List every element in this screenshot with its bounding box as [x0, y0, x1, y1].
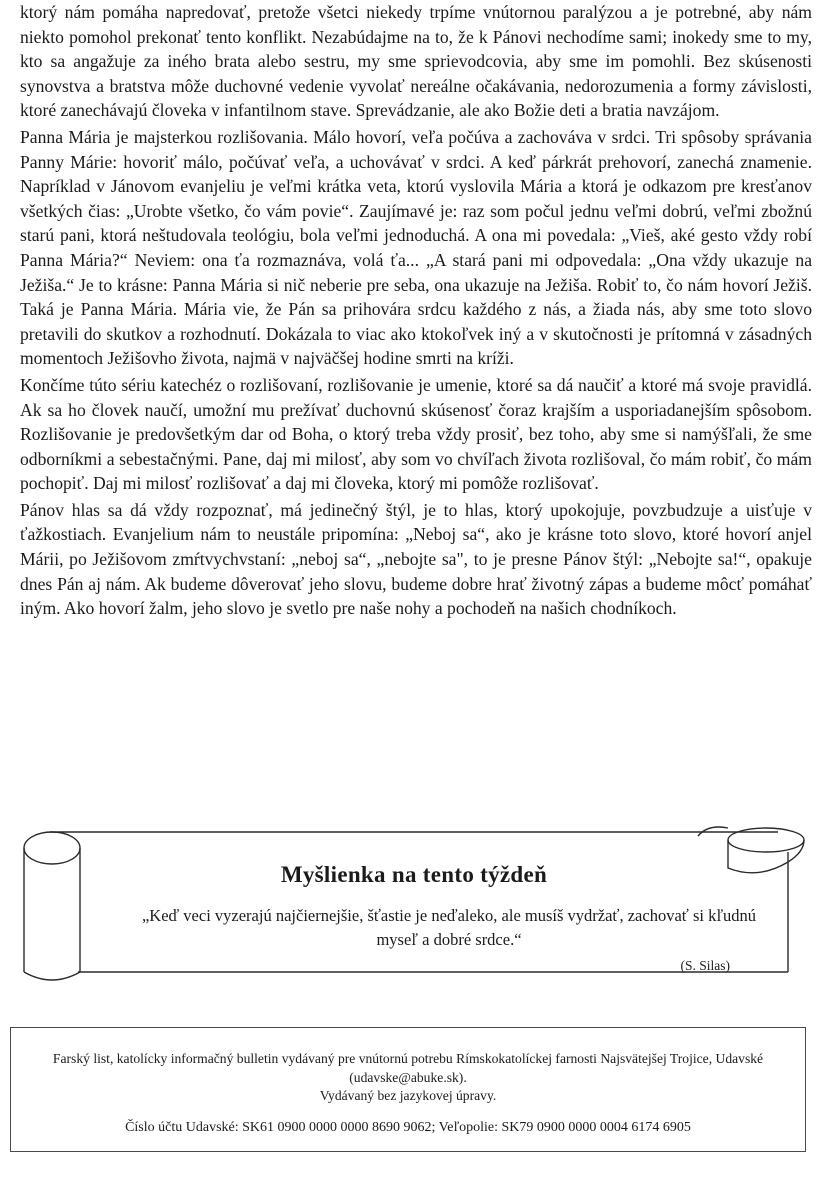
footer-box — [10, 1027, 806, 1152]
article-body — [20, 0, 812, 621]
article-paragraph: Panna Mária je majsterkou rozlišovania. Málo hovorí, veľa počúva a zachováva v srdci. Tri spôsoby správania Panny Márie: hovoriť málo, počúvať veľa, a uchovávať v srdci. A keď párkrát prehovorí, zanechá znamenie. Napríklad v Jánovom evanjeliu je veľmi krátka veta, ktorú vyslovila Mária a ktorá je odkazom pre kresťanov všetkých čias: „Urobte všetko, čo vám povie“. Zaujímavé je: raz som počul jednu veľmi dobrú, veľmi zbožnú starú pani, ktorá neštudovala teológiu, bola veľmi jednoduchá. A ona mi povedala: „Vieš, aké gesto vždy robí Panna Mária?“ Neviem: ona ťa rozmaznáva, volá ťa... „A stará pani mi odpovedala: „Ona vždy ukazuje na Ježiša.“ Je to krásne: Panna Mária si nič neberie pre seba, ona ukazuje na Ježiša. Robiť to, čo nám hovorí Ježiš. Taká je Panna Mária. Mária vie, že Pán sa prihovára srdcu každého z nás, a žiada nás, aby sme toto slovo pretavili do skutkov a rozhodnutí. Dokázala to viac ako ktokoľvek iný a v skutočnosti je prítomná v zásadných momentoch Ježišovho života, najmä v najväčšej hodine smrti na kríži. — [20, 126, 812, 369]
footer-publisher-info — [11, 1050, 805, 1106]
article-paragraph: Končíme túto sériu katechéz o rozlišovaní, rozlišovanie je umenie, ktoré sa dá naučiť a ktoré má svoje pravidlá. Ak sa ho človek naučí, umožní mu prežívať duchovnú skúsenosť čoraz krajším a usporiadanejším spôsobom. Rozlišovanie je predovšetkým dar od Boha, o ktorý treba vždy prosiť, bez toho, aby sme si namýšľali, že sme odborníkmi a sebestačnými. Pane, daj mi milosť, aby som vo chvíľach života rozlišoval, čo mám robiť, čo mám pochopiť. Daj mi milosť rozlišovať a daj mi človeka, ktorý mi pomôže rozlišovať. — [20, 374, 812, 494]
quote-scroll-box — [18, 822, 810, 990]
quote-title: Myšlienka na tento týždeň — [280, 862, 548, 887]
account-velopolie: ; Veľopolie: SK79 0900 0000 0004 6174 6905 — [432, 1120, 691, 1135]
quote-text: „Keď veci vyzerajú najčiernejšie, šťastie je neďaleko, ale musíš vydržať, zachovať si kľudnú myseľ a dobré srdce.“ — [141, 906, 757, 949]
quote-author: (S. Silas) — [680, 958, 730, 973]
article-paragraph: Pánov hlas sa dá vždy rozpoznať, má jedinečný štýl, je to hlas, ktorý upokojuje, povzbudzuje a uisťuje v ťažkostiach. Evanjelium nám to neustále pripomína: „Neboj sa“, ako je krásne toto slovo, ktoré hovorí anjel Márii, po Ježišovom zmŕtvychvstaní: „neboj sa“, „nebojte sa", to je presne Pánov štýl: „Nebojte sa!“, opakuje dnes Pán aj nám. Ak budeme dôverovať jeho slovu, budeme dobre hrať životný zápas a budeme môcť pomáhať iným. Ako hovorí žalm, jeho slovo je svetlo pre naše nohy a pochodeň na našich chodníkoch. — [20, 499, 812, 619]
footer-line: Vydávaný bez jazykovej úpravy. — [319, 1088, 497, 1103]
footer-line: Farský list, katolícky informačný bulletin vydávaný pre vnútornú potrebu Rímskokatolíckej farnosti Najsvätejšej Trojice, Udavské (udavske@abuke.sk). — [52, 1051, 764, 1085]
account-udavske: Číslo účtu Udavské: SK61 0900 0000 0000 8690 9062 — [125, 1120, 432, 1135]
footer-bank-accounts — [11, 1120, 805, 1136]
article-paragraph: ktorý nám pomáha napredovať, pretože všetci niekedy trpíme vnútornou paralýzou a je potrebné, aby nám niekto pomohol prekonať tento konflikt. Nezabúdajme na to, že k Pánovi nechodíme sami; inokedy sme to my, kto sa angažuje za iného brata alebo sestru, my sme sprievodcovia, aby sme im pomohli. Bez skúsenosti synovstva a bratstva môže duchovné vedenie vyvolať nereálne očakávania, nedorozumenia a formy závislosti, ktoré zanechávajú človeka v infantilnom stave. Sprevádzanie, ale ako Božie deti a bratia navzájom. — [20, 2, 812, 121]
